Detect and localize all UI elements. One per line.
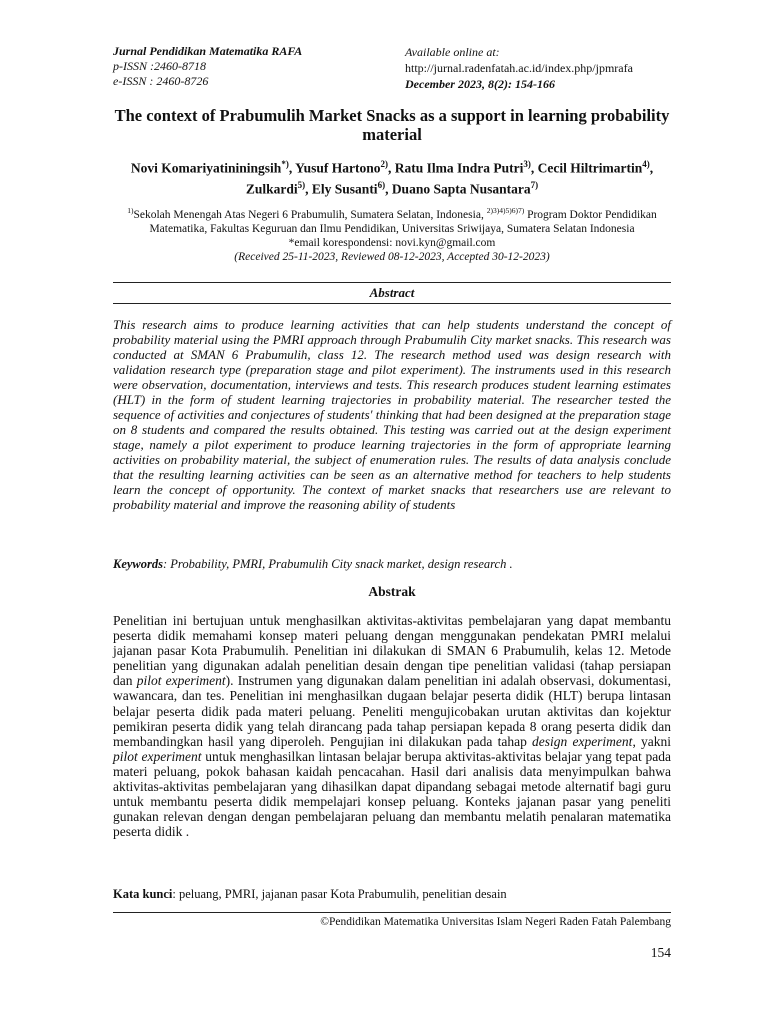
affil-sup-2: 2)3)4)5)6)7) (486, 206, 525, 215)
author-name: Cecil Hiltrimartin (537, 160, 643, 176)
author-sep: , (385, 181, 392, 196)
author-sup: 7) (530, 179, 539, 190)
available-online-label: Available online at: (405, 45, 500, 59)
author-name: Novi Komariyatininingsih (130, 160, 282, 176)
page-number: 154 (650, 945, 671, 960)
abstrak-heading: Abstrak (368, 584, 416, 599)
abstrak-italic: pilot experiment (113, 748, 202, 764)
issue-date: December 2023, 8(2): 154-166 (405, 77, 555, 91)
abstrak-italic: pilot experiment (136, 673, 226, 689)
author-name: Ratu Ilma Indra Putri (394, 160, 524, 176)
author-sep: , (530, 160, 538, 176)
keywords-list: : Probability, PMRI, Prabumulih City snack market, design research . (163, 557, 513, 571)
kata-kunci (113, 887, 671, 902)
author-sep: , (305, 181, 312, 196)
keywords-label: Keywords (113, 557, 163, 571)
author-sep: , (649, 160, 654, 176)
pissn: p-ISSN :2460-8718 (113, 59, 206, 73)
abstrak-part: Penelitian ini bertujuan untuk menghasilkan aktivitas-aktivitas pembelajaran yang dapat membantu peserta didik memahami konsep materi peluang dengan menggunakan pendekatan PMRI melalui jajanan pasar Kota Prabumulih. Penelitian ini dilakukan di SMAN 6 Prabumulih, kelas 12. Metode penelitian yang digunakan adalah penelitian desain dengan tipe penelitian validasi (tahap persiapan dan (113, 613, 671, 689)
affil-sup-1: 1) (127, 206, 134, 215)
affil-text-1: Sekolah Menengah Atas Negeri 6 Prabumulih, Sumatera Selatan, Indonesia, (133, 208, 487, 221)
author-name: Zulkardi (245, 181, 298, 196)
affil-text-2: Program Doktor Pendidikan Matematika, Fakultas Keguruan dan Ilmu Pendidikan, Universitas Sriwijaya, Sumatera Selatan Indonesia (149, 208, 657, 235)
affiliations (113, 204, 671, 264)
author-sep: , (288, 160, 296, 176)
abstract-body: This research aims to produce learning activities that can help students understand the concept of probability material using the PMRI approach through Prabumulih City market snacks. This research was conducted at SMAN 6 Prabumulih, class 12. The research method used was design research with validation research type (preparation stage and pilot experiment). The instruments used in this research were observation, documentation, interviews and tests. This research produces student learning estimates (HLT) in the form of student learning trajectories in probability material. The researcher tested the sequence of activities and conjectures of students' thinking that had been designed at the preparation stage on 8 students and compared the results obtained. This testing was carried out at the design experiment stage, namely a pilot experiment to produce learning trajectories in the form of appropriate learning activities on probability material, the subject of enumeration rules. The results of data analysis conclude that the resulting learning activities can be seen as an alternative method for teachers to help students learn the concept of opportunity. The context of market snacks that researchers use are relevant to probability material and improve the reasoning ability of students (113, 317, 671, 512)
divider-top (113, 282, 671, 283)
copyright-notice: ©Pendidikan Matematika Universitas Islam Negeri Raden Fatah Palembang (320, 916, 671, 928)
author-sup: 3) (523, 159, 531, 169)
author-sup: 4) (642, 159, 650, 169)
abstrak-body (113, 613, 671, 839)
abstrak-part: ). Instrumen yang digunakan dalam penelitian ini adalah observasi, dokumentasi, wawancara, dan tes. Penelitian ini menghasilkan dugaan belajar peserta didik (HLT) berupa lintasan belajar peserta didik pada materi peluang. Peneliti mengujicobakan urutan aktivitas dan kojektur pemikiran peserta didik yang telah dirancang pada tahap persiapan kepada 8 orang peserta didik dan membandingkan hasil yang diperoleh. Pengujian ini dilakukan pada tahap (113, 673, 671, 749)
kata-kunci-list: : peluang, PMRI, jajanan pasar Kota Prabumulih, penelitian desain (172, 887, 507, 901)
eissn: e-ISSN : 2460-8726 (113, 74, 209, 88)
abstract-heading: Abstract (369, 285, 415, 300)
author-name: Ely Susanti (311, 181, 378, 196)
divider-footer (113, 912, 671, 913)
author-name: Duano Sapta Nusantara (391, 181, 531, 196)
author-sup: *) (281, 159, 289, 169)
journal-url[interactable]: http://jurnal.radenfatah.ac.id/index.php/jpmrafa (405, 61, 633, 75)
journal-header (113, 44, 302, 89)
author-sep: , (387, 160, 395, 176)
journal-name: Jurnal Pendidikan Matematika RAFA (113, 44, 303, 58)
abstrak-part: untuk menghasilkan lintasan belajar berupa aktivitas-aktivitas belajar yang tepat pada materi peluang, pokok bahasan kaidah pencacahan. Hasil dari analisis data menyimpulkan bahwa aktivitas-aktivitas pembelajaran yang dihasilkan dapat dipandang sebagai metode alternatif bagi guru untuk membantu peserta didik mempelajari konsep peluang. Konteks jajanan pasar yang peneliti gunakan relevan dengan dengan pembelajaran peluang dan membantu melatih penalaran matematika peserta didik . (113, 748, 671, 840)
affiliation-text (113, 204, 671, 236)
abstrak-italic: design experiment (532, 733, 633, 749)
abstrak-part: , yakni (632, 733, 671, 749)
kata-kunci-label: Kata kunci (113, 887, 173, 901)
divider-abstract (113, 303, 671, 304)
author-sup: 6) (377, 179, 386, 190)
journal-availability (405, 44, 633, 92)
author-sup: 5) (297, 179, 306, 190)
author-sup: 2) (380, 159, 388, 169)
keywords (113, 557, 671, 572)
paper-title: The context of Prabumulih Market Snacks as a support in learning probability material (114, 106, 670, 144)
received-dates: (Received 25-11-2023, Reviewed 08-12-2023, Accepted 30-12-2023) (234, 250, 550, 263)
author-list (113, 156, 671, 197)
corresponding-email: *email korespondensi: novi.kyn@gmail.com (288, 236, 496, 249)
author-name: Yusuf Hartono (295, 160, 381, 176)
